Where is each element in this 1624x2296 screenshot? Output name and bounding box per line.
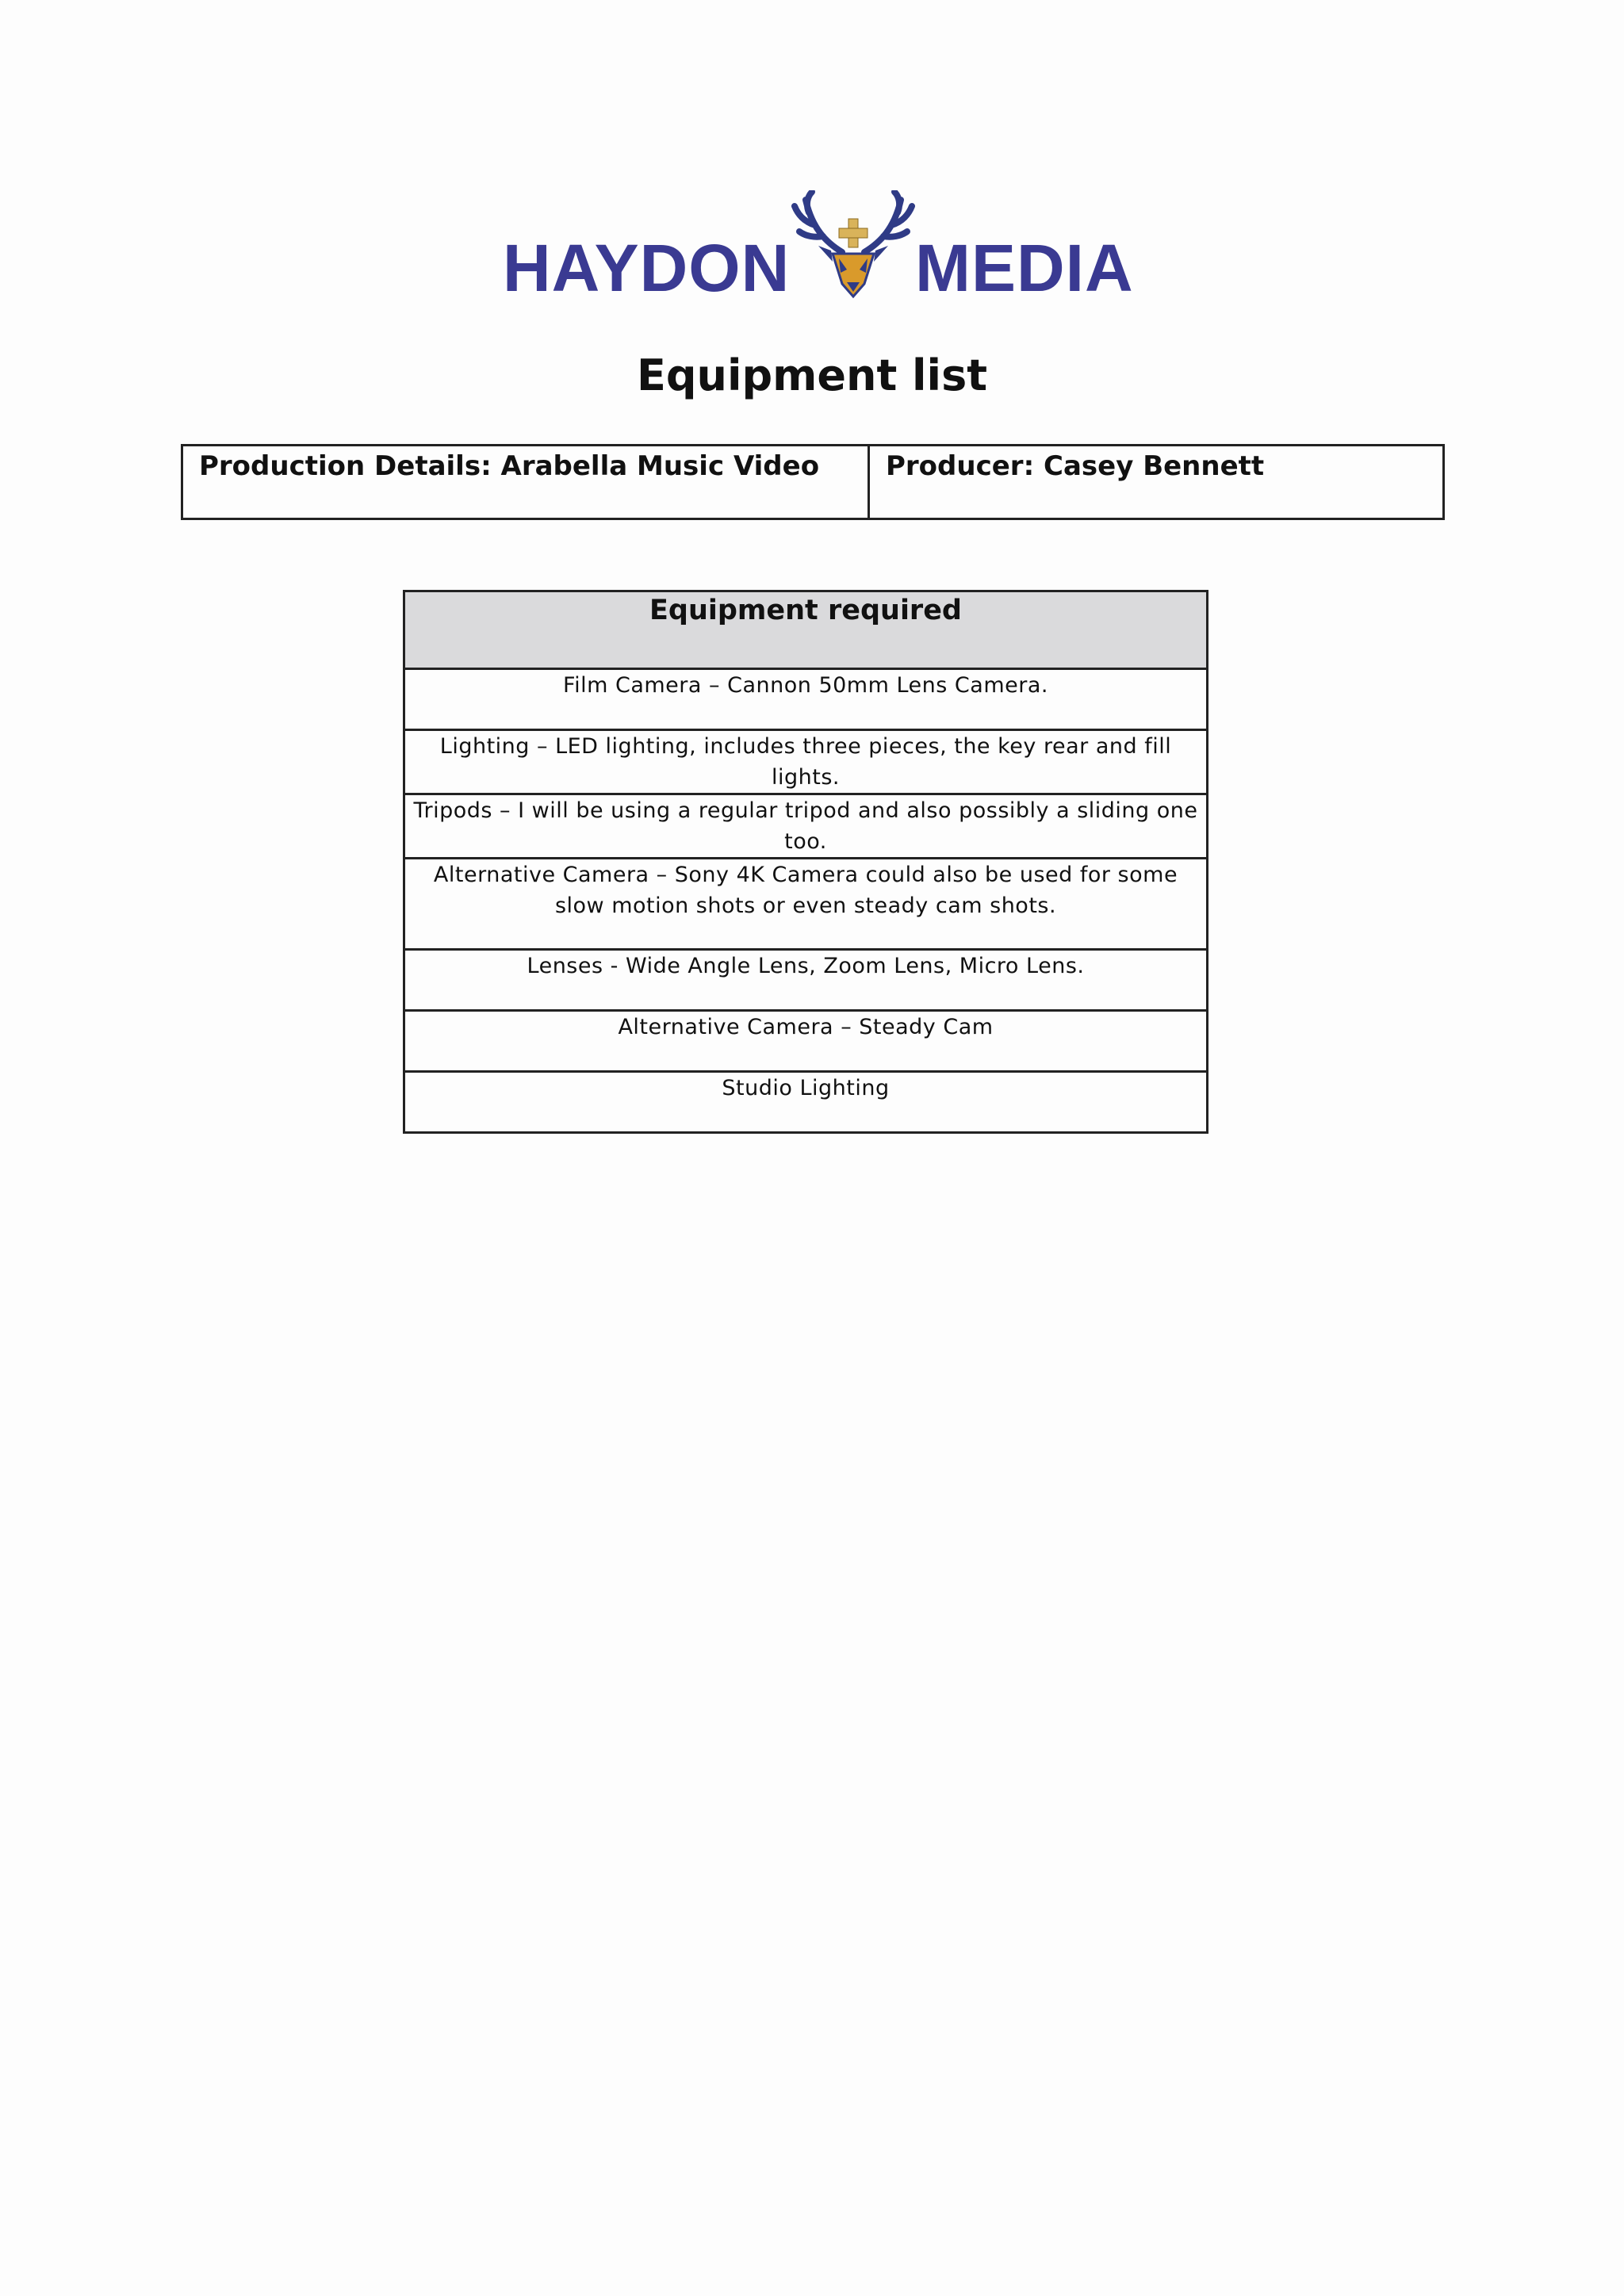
equipment-header-row	[404, 591, 1208, 669]
table-row	[404, 794, 1208, 859]
table-row	[404, 730, 1208, 794]
equipment-item-lenses: Lenses - Wide Angle Lens, Zoom Lens, Micro Lens.	[404, 950, 1208, 1011]
table-row	[404, 859, 1208, 950]
table-row	[404, 669, 1208, 730]
equipment-item-tripods: Tripods – I will be using a regular tripod and also possibly a sliding one too.	[404, 794, 1208, 859]
stag-head-crest-svg	[791, 190, 915, 301]
equipment-item-alternative-camera-sony: Alternative Camera – Sony 4K Camera could also be used for some slow motion shots or even steady cam shots.	[404, 859, 1208, 950]
production-details-row	[182, 446, 1444, 519]
logo-word-haydon: HAYDON	[503, 231, 791, 305]
production-details-table	[181, 444, 1445, 520]
equipment-item-lighting: Lighting – LED lighting, includes three pieces, the key rear and fill lights.	[404, 730, 1208, 794]
table-row	[404, 1011, 1208, 1072]
page-title: Equipment list	[636, 350, 988, 400]
haydon-media-logo	[0, 190, 1624, 317]
equipment-item-film-camera: Film Camera – Cannon 50mm Lens Camera.	[404, 669, 1208, 730]
logo-word-media: MEDIA	[915, 231, 1134, 305]
equipment-table	[403, 590, 1208, 1134]
producer-cell: Producer: Casey Bennett	[869, 446, 1444, 519]
table-row	[404, 950, 1208, 1011]
production-details-cell: Production Details: Arabella Music Video	[182, 446, 869, 519]
equipment-item-steady-cam: Alternative Camera – Steady Cam	[404, 1011, 1208, 1072]
stag-head-crest-icon	[791, 190, 915, 301]
equipment-item-studio-lighting: Studio Lighting	[404, 1072, 1208, 1133]
table-row	[404, 1072, 1208, 1133]
equipment-header: Equipment required	[404, 591, 1208, 669]
